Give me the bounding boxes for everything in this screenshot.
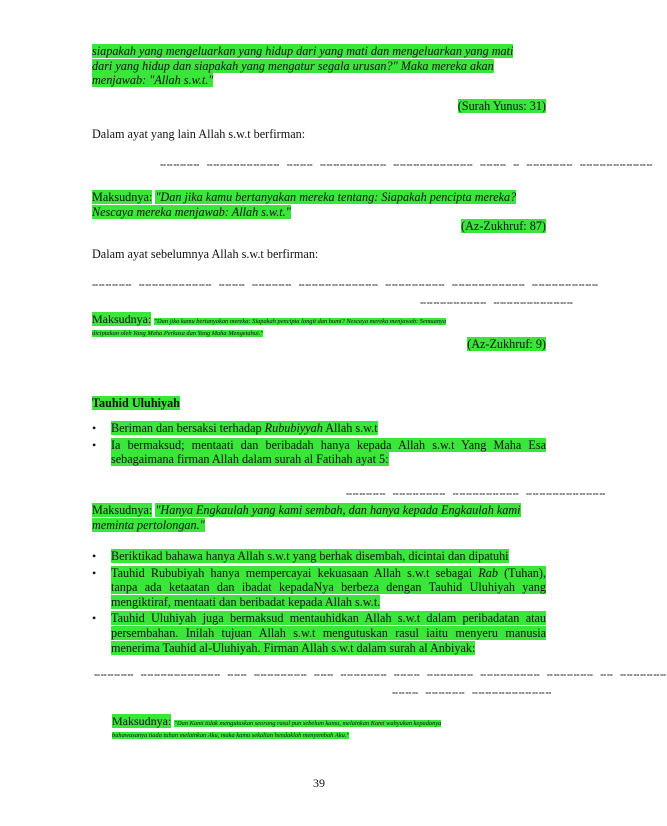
meaning-text: diciptakan oleh Yang Maha Perkasa dan Yang Maha Mengetahui." [92, 330, 264, 337]
meaning-label: Maksudnya: [92, 312, 152, 326]
bullet-icon: • [92, 437, 97, 452]
reference-text: (Surah Yunus: 31) [457, 99, 546, 113]
bullet-icon: • [92, 611, 97, 626]
item-text: Rububiyyah [264, 421, 323, 435]
item-text: Beriktikad bahawa hanya Allah s.w.t yang berhak disembah, dicintai dan dipatuhi [111, 549, 509, 563]
bullet-icon: • [92, 549, 97, 563]
arabic-verse: ⵧⵧⵧⵧⵧⵧⵧⵧⵧⵧ ⵧⵧⵧⵧⵧⵧⵧⵧⵧⵧⵧⵧ [420, 298, 574, 309]
list-item [92, 549, 546, 564]
meaning-text: Nescaya mereka menjawab: Allah s.w.t." [92, 204, 291, 219]
meaning-al-anbiya [112, 716, 546, 740]
intro-text: Dalam ayat sebelumnya Allah s.w.t berfirman: [92, 247, 319, 261]
bullet-icon: • [92, 565, 97, 580]
meaning-az-zukhruf-87 [92, 190, 546, 219]
meaning-text: bahawasanya tiada tuhan melainkan Aku, maka kamu sekalian hendaklah menyembah Aku." [112, 732, 350, 739]
meaning-label: Maksudnya: [92, 190, 153, 204]
item-text: Ia bermaksud; mentaati dan beribadah hanya kepada Allah s.w.t Yang Maha Esa sebagaimana firman Allah dalam surah al Fatihah ayat 5: [111, 437, 546, 467]
arabic-verse: ⵧⵧⵧⵧⵧⵧ ⵧⵧⵧⵧⵧⵧⵧⵧ ⵧⵧⵧⵧⵧⵧⵧⵧⵧⵧ ⵧⵧⵧⵧⵧⵧⵧⵧⵧⵧⵧⵧ [346, 489, 607, 500]
reference-surah-yunus [92, 99, 546, 114]
item-text: Beriman dan bersaksi terhadap [111, 421, 265, 435]
arabic-verse: ⵧⵧⵧⵧⵧⵧ ⵧⵧⵧⵧⵧⵧⵧⵧⵧⵧⵧ ⵧⵧⵧⵧ ⵧⵧⵧⵧⵧⵧⵧⵧⵧⵧ ⵧⵧⵧⵧⵧⵧⵧⵧⵧⵧⵧⵧ ⵧⵧⵧⵧ ⵧ ⵧⵧⵧⵧⵧⵧⵧ ⵧⵧⵧⵧⵧⵧⵧⵧⵧⵧⵧ [160, 160, 654, 171]
meaning-text: "Dan jika kamu bertanyakan mereka: Siapakah pencipta langit dan bumi? Nescaya mereka menjawab: Semuanya [154, 318, 447, 325]
section-heading [92, 396, 546, 411]
meaning-al-fatihah-5 [92, 503, 546, 533]
quote-line: siapakah yang mengeluarkan yang hidup dari yang mati dan mengeluarkan yang mati [92, 44, 514, 58]
item-text: Allah s.w.t [322, 421, 378, 435]
meaning-az-zukhruf-9 [92, 314, 546, 338]
meaning-text: "Dan jika kamu bertanyakan mereka tentang: Siapakah pencipta mereka? [155, 190, 517, 204]
reference-az-zukhruf-9 [92, 337, 546, 352]
quote-line: dari yang hidup dan siapakah yang mengatur segala urusan?" Maka mereka akan [92, 58, 494, 73]
bullet-list-2 [92, 549, 546, 655]
bullet-list-1 [92, 421, 546, 467]
meaning-label: Maksudnya: [92, 503, 153, 517]
bullet-icon: • [92, 421, 97, 435]
meaning-text: meminta pertolongan." [92, 518, 205, 532]
quote-line: menjawab: "Allah s.w.t." [92, 73, 214, 88]
intro-text: Dalam ayat yang lain Allah s.w.t berfirman: [92, 127, 306, 141]
list-item [92, 438, 546, 467]
reference-az-zukhruf-87 [92, 219, 546, 234]
quote-surah-yunus [92, 44, 546, 88]
arabic-verse: ⵧⵧⵧⵧⵧⵧ ⵧⵧⵧⵧⵧⵧⵧⵧⵧⵧⵧⵧ ⵧⵧⵧ ⵧⵧⵧⵧⵧⵧⵧⵧ ⵧⵧⵧ ⵧⵧⵧⵧⵧⵧⵧ ⵧⵧⵧⵧ ⵧⵧⵧⵧⵧⵧⵧ ⵧⵧⵧⵧⵧⵧⵧⵧⵧ ⵧⵧⵧⵧⵧⵧⵧ ⵧⵧ ⵧⵧⵧⵧⵧⵧⵧ [94, 670, 667, 681]
item-text: Tauhid Rububiyah hanya mempercayai kekuasaan Allah s.w.t sebagai [111, 565, 479, 580]
item-text: Tauhid Uluhiyah juga bermaksud mentauhidkan Allah s.w.t dalam peribadatan atau persembahan. Inilah tujuan Allah s.w.t mengutuskan rasul iaitu menyeru manusia menerima Tauhid al-Uluhiyah. Firman Allah s.w.t dalam surah al Anbiyak: [111, 611, 546, 655]
list-item [92, 611, 546, 655]
arabic-verse: ⵧⵧⵧⵧⵧⵧ ⵧⵧⵧⵧⵧⵧⵧⵧⵧⵧⵧ ⵧⵧⵧⵧ ⵧⵧⵧⵧⵧⵧ ⵧⵧⵧⵧⵧⵧⵧⵧⵧⵧⵧⵧ ⵧⵧⵧⵧⵧⵧⵧⵧⵧ ⵧⵧⵧⵧⵧⵧⵧⵧⵧⵧⵧ ⵧⵧⵧⵧⵧⵧⵧⵧⵧⵧ [92, 280, 599, 291]
reference-text: (Az-Zukhruf: 87) [461, 219, 546, 233]
list-item [92, 421, 546, 436]
heading-text: Tauhid Uluhiyah [92, 396, 180, 410]
meaning-label: Maksudnya: [112, 714, 172, 728]
page-number: 39 [313, 776, 325, 790]
item-text: (Tuhan), tanpa ada ketaatan dan ibadat kepadaNya berbeza dengan Tauhid Uluhiyah yang mengiktiraf, mentaati dan beribadat kepada Allah s.w.t. [111, 565, 546, 609]
meaning-text: "Dan Kami tidak mengutuskan seorang rasul pun sebelum kamu, melainkan Kami wahyukan kepadanya [174, 720, 442, 727]
meaning-text: "Hanya Engkaulah yang kami sembah, dan hanya kepada Engkaulah kami [155, 503, 521, 517]
list-item [92, 566, 546, 610]
reference-text: (Az-Zukhruf: 9) [467, 337, 546, 351]
item-text: Rab [478, 565, 498, 580]
arabic-verse: ⵧⵧⵧⵧ ⵧⵧⵧⵧⵧⵧ ⵧⵧⵧⵧⵧⵧⵧⵧⵧⵧⵧⵧ [392, 688, 553, 699]
